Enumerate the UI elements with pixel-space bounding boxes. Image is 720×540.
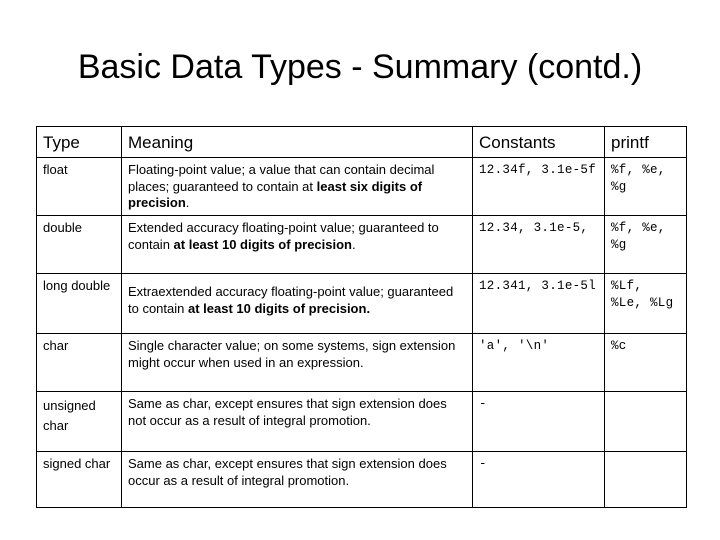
meaning-emphasis: at least 10 digits of precision. [188,300,371,316]
header-type: Type [37,127,122,158]
cell-constants: - [473,392,605,452]
cell-meaning [122,392,473,452]
cell-meaning [122,452,473,508]
meaning-text-end: . [185,195,190,210]
meaning-text: Same as char, except ensures that sign extension does not occur as a result of integral promotion. [128,396,447,428]
cell-type: double [37,216,122,274]
table-header-row [37,127,687,158]
cell-meaning [122,334,473,392]
cell-printf [605,392,687,452]
meaning-text: Extended accuracy floating-point value; guaranteed to contain [128,220,439,252]
cell-type: char [37,334,122,392]
table-row [37,274,687,334]
cell-type: long double [37,274,122,334]
cell-constants: 12.341, 3.1e-5l [473,274,605,334]
meaning-text: Floating-point value; a value that can contain decimal places; guaranteed to contain at [128,162,435,194]
header-meaning: Meaning [122,127,473,158]
meaning-text: Same as char, except ensures that sign extension does occur as a result of integral promotion. [128,456,447,488]
cell-meaning [122,274,473,334]
slide-title: Basic Data Types - Summary (contd.) [77,48,643,86]
header-printf: printf [605,127,687,158]
cell-type: unsigned char [37,392,122,452]
cell-printf: %c [605,334,687,392]
header-constants: Constants [473,127,605,158]
meaning-text: Extraextended accuracy floating-point value; guaranteed to contain [128,284,454,316]
cell-type: float [37,158,122,216]
meaning-emphasis: least six digits of precision [128,178,423,210]
cell-constants: 12.34, 3.1e-5, [473,216,605,274]
cell-printf: %Lf, %Le, %Lg [605,274,687,334]
cell-printf: %f, %e, %g [605,216,687,274]
cell-constants: - [473,452,605,508]
meaning-text-end: . [352,236,356,252]
table-row [37,216,687,274]
cell-constants: 12.34f, 3.1e-5f [473,158,605,216]
cell-constants: 'a', '\n' [473,334,605,392]
table-row [37,158,687,216]
table-row [37,452,687,508]
meaning-text: Single character value; on some systems, sign extension might occur when used in an expression. [128,338,456,370]
data-types-table [36,126,687,508]
cell-printf [605,452,687,508]
cell-printf: %f, %e, %g [605,158,687,216]
table-row [37,392,687,452]
cell-type: signed char [37,452,122,508]
meaning-emphasis: at least 10 digits of precision [173,236,352,252]
cell-meaning [122,158,473,216]
cell-meaning [122,216,473,274]
table-row [37,334,687,392]
